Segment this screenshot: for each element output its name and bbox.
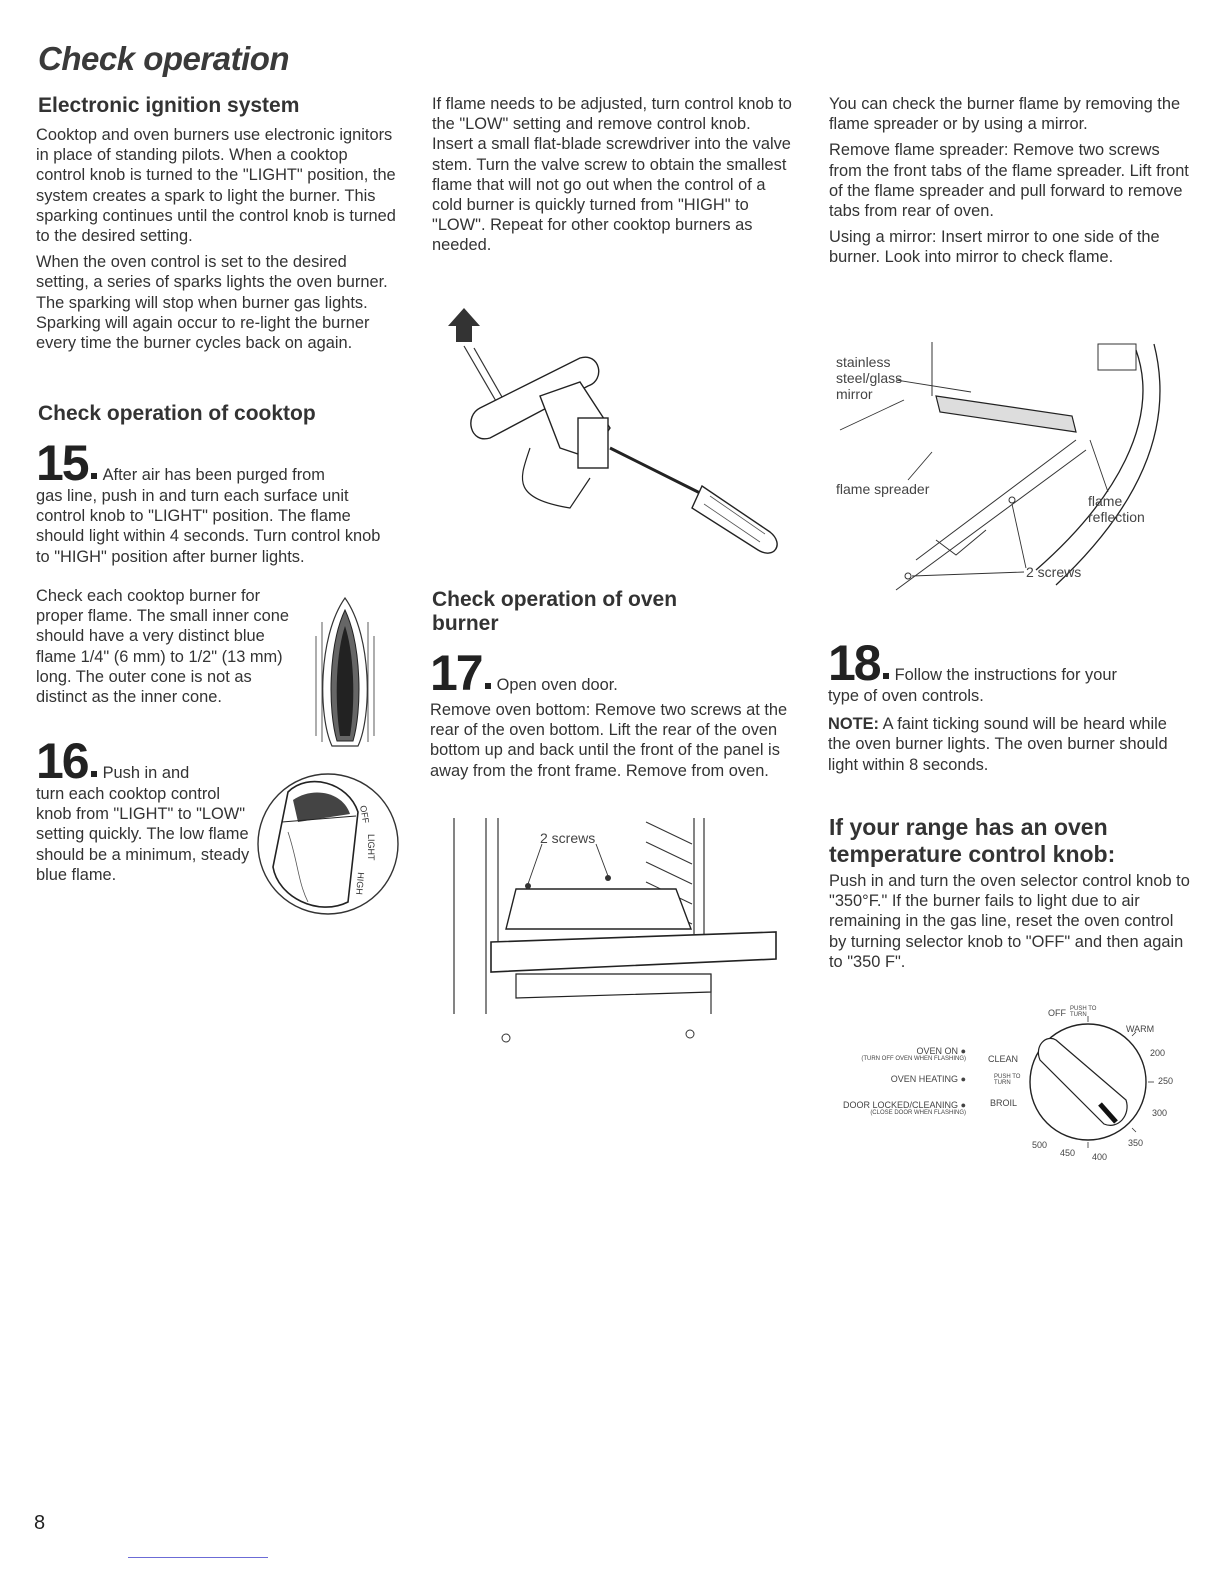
page-number: 8: [34, 1512, 46, 1534]
knob-label-light: LIGHT: [366, 834, 376, 861]
valve-screwdriver-illustration: [440, 308, 790, 558]
screws-label-spreader: 2 screws: [1026, 564, 1082, 580]
adjust-paragraph: If flame needs to be adjusted, turn control knob to the "LOW" setting and remove control knob. Insert a small flat-blade screwdriver into the valve stem. Turn the valve screw to obtain the smallest flame that will not go out when the control of a cold burner is quickly turned from "HIGH" to "LOW". Repeat for other cooktop burners as needed.: [432, 95, 792, 255]
spreader-label: flame spreader: [836, 481, 930, 497]
flame-cone-illustration: [310, 596, 380, 752]
indicator-oven-on: OVEN ON ● (TURN OFF OVEN WHEN FLASHING): [830, 1046, 966, 1062]
flame-paragraph: Check each cooktop burner for proper flame. The small inner cone should have a very distinct blue flame 1/4" (6 mm) to 1/2" (13 mm) long. The outer cone is not as distinct as the inner cone.: [36, 587, 289, 707]
check-paragraph: You can check the burner flame by removing the flame spreader or by using a mirror.: [829, 95, 1181, 134]
step-15-text: gas line, push in and turn each surface unit control knob to "LIGHT" position. The flame should light within 4 seconds. Turn control knob to "HIGH" position after burner lights.: [36, 487, 381, 566]
step-bullet: [91, 473, 97, 479]
indicator-oven-heating-label: OVEN HEATING: [890, 1074, 959, 1084]
step-17-lead: Open oven door.: [496, 676, 618, 694]
step-17-number: 17: [430, 645, 482, 701]
step-bullet: [91, 771, 97, 777]
footer-rule: [128, 1557, 268, 1558]
step-15-lead: After air has been purged from: [102, 466, 325, 484]
step-15: [36, 435, 396, 567]
mirror-label-line-1: stainless: [836, 354, 891, 370]
ignition-paragraph-1: Cooktop and oven burners use electronic ignitors in place of standing pilots. When a cooktop control knob is turned to the "LIGHT" position, the system creates a spark to light the burner. This sparking continues until the control knob is turned to the desired setting.: [36, 126, 396, 246]
dial-350: 350: [1128, 1138, 1144, 1148]
mirror-label-line-2: steel/glass: [836, 370, 903, 386]
dial-500: 500: [1032, 1140, 1048, 1150]
knob-label-off: OFF: [358, 804, 372, 825]
indicator-oven-on-sub: (TURN OFF OVEN WHEN FLASHING): [861, 1056, 966, 1062]
dial-push-to-turn-side: PUSH TO TURN: [994, 1074, 1021, 1086]
mirror-text: [829, 94, 1189, 274]
dial-200: 200: [1150, 1048, 1166, 1058]
step-17: [430, 645, 792, 781]
mirror-paragraph: Using a mirror: Insert mirror to one side of the burner. Look into mirror to check flame.: [829, 228, 1160, 267]
remove-paragraph: Remove oven bottom: Remove two screws at the rear of the oven bottom. Lift the rear of the oven bottom up and back until the front of the panel is away from the front frame. Remove from oven.: [430, 701, 788, 780]
reflection-label: [1088, 493, 1145, 525]
mirror-label: [836, 354, 902, 402]
indicator-door-locked: DOOR LOCKED/CLEANING ● (CLOSE DOOR WHEN FLASHING): [820, 1100, 966, 1116]
reflection-label-line-1: flame: [1088, 493, 1123, 509]
step-bullet: [485, 683, 491, 689]
oven-selector-dial: [1026, 1020, 1156, 1150]
page-title: Check operation: [38, 40, 290, 77]
step-15-number: 15: [36, 435, 88, 491]
step-18-text: type of oven controls.: [828, 687, 984, 705]
spreader-paragraph: Remove flame spreader: Remove two screws from the front tabs of the flame spreader. Lift front of the flame spreader and pull forward to remove tabs from rear of oven.: [829, 141, 1189, 221]
ignition-paragraph-2: When the oven control is set to the desired setting, a series of sparks lights the oven burner. The sparking will stop when burner gas lights. Sparking will again occur to re-light the burner every time the burner cycles back on again.: [36, 253, 388, 353]
step-18-number: 18: [828, 635, 880, 691]
step-bullet: [883, 673, 889, 679]
knob-paragraph: Push in and turn the oven selector control knob to "350°F." If the burner fails to light due to air remaining in the gas line, reset the oven control by turning selector knob to "OFF" and then again to "350 F".: [829, 872, 1190, 971]
note-label: NOTE:: [828, 715, 879, 734]
step-18-lead: Follow the instructions for your: [894, 666, 1117, 684]
heading-ignition: Electronic ignition system: [38, 94, 300, 117]
reflection-label-line-2: reflection: [1088, 509, 1145, 525]
dial-450: 450: [1060, 1148, 1076, 1158]
ignition-text: [36, 125, 396, 359]
heading-cooktop: Check operation of cooktop: [38, 402, 316, 425]
dial-250: 250: [1158, 1076, 1174, 1086]
heading-oven: Check operation of oven burner: [432, 588, 678, 635]
step-16-number: 16: [36, 733, 88, 789]
knob-label-high: HIGH: [354, 871, 366, 896]
indicator-door-locked-label: DOOR LOCKED/CLEANING: [843, 1100, 959, 1110]
oven-bottom-illustration: [446, 814, 776, 1050]
cooktop-knob-illustration: [268, 772, 382, 918]
step-16-text: turn each cooktop control knob from "LIGHT" to "LOW" setting quickly. The low flame should be a minimum, steady blue flame.: [36, 785, 250, 884]
mirror-label-line-3: mirror: [836, 386, 873, 402]
dial-400: 400: [1092, 1152, 1108, 1162]
indicator-oven-on-label: OVEN ON: [916, 1046, 959, 1056]
step-16-lead: Push in and: [102, 764, 190, 782]
dial-warm: WARM: [1126, 1024, 1155, 1034]
dial-broil: BROIL: [990, 1098, 1018, 1108]
dial-push-to-turn-top: PUSH TO TURN: [1070, 1006, 1097, 1018]
note-text: A faint ticking sound will be heard while the oven burner lights. The oven burner should light within 8 seconds.: [828, 715, 1168, 774]
dial-clean: CLEAN: [988, 1054, 1019, 1064]
step-18: [828, 635, 1190, 775]
heading-knob: If your range has an oven temperature control knob:: [829, 814, 1116, 867]
dial-300: 300: [1152, 1108, 1168, 1118]
screws-label-oven: 2 screws: [540, 830, 596, 846]
dial-off: OFF: [1048, 1008, 1066, 1018]
indicator-oven-heating: OVEN HEATING ●: [890, 1074, 966, 1084]
indicator-door-locked-sub: (CLOSE DOOR WHEN FLASHING): [870, 1110, 966, 1116]
